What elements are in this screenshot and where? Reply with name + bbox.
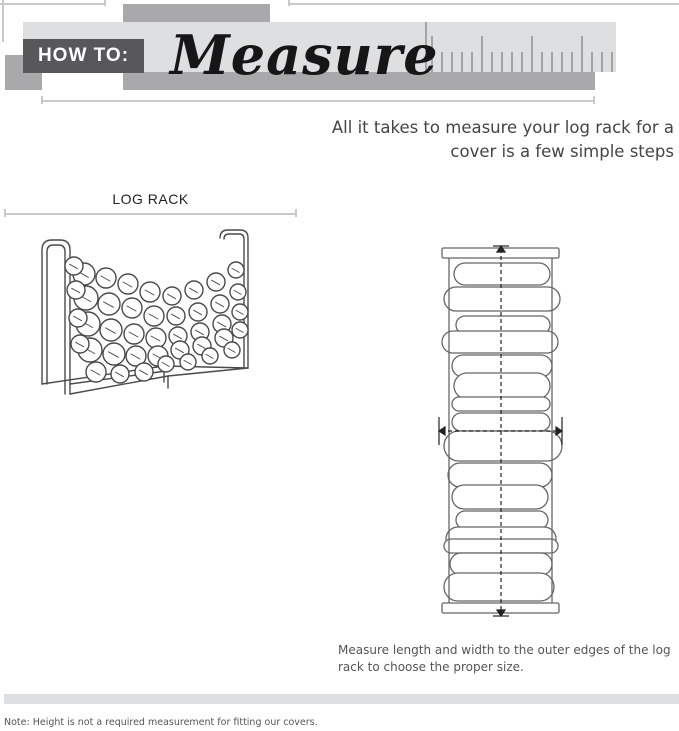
- how-to-badge: HOW TO:: [23, 39, 144, 73]
- log-rack-illustration: [36, 226, 256, 398]
- header-line-top-right: [288, 3, 679, 5]
- log-rack-rule-tick-right: [295, 209, 297, 217]
- intro-text: [254, 116, 674, 164]
- footer-note: Note: Height is not a required measurement for fitting our covers.: [4, 717, 318, 728]
- top-view-diagram: [434, 243, 570, 619]
- header-block-top: [123, 4, 270, 22]
- header-tick-right: [288, 0, 290, 6]
- caption-line-1: Measure length and width to the outer edges of the log: [338, 643, 671, 657]
- header-line-bottom: [41, 100, 595, 102]
- intro-line-2: cover is a few simple steps: [450, 142, 674, 161]
- header-line-bottom-tick-left: [41, 96, 43, 104]
- footer-divider: [4, 694, 679, 704]
- header-line-bottom-tick-right: [593, 96, 595, 104]
- log-rack-label: LOG RACK: [112, 191, 189, 207]
- header-vertical-left: [2, 0, 4, 42]
- log-rack-rule-tick-left: [4, 209, 6, 217]
- intro-line-1: All it takes to measure your log rack for a: [331, 118, 674, 137]
- caption-line-2: rack to choose the proper size.: [338, 659, 524, 674]
- ruler-icon: [420, 22, 616, 72]
- page-title: Measure: [170, 23, 439, 87]
- header-line-top-left: [0, 3, 106, 5]
- diagram-caption: [338, 642, 679, 675]
- header-tick-left: [104, 0, 106, 6]
- log-rack-rule: [4, 213, 297, 215]
